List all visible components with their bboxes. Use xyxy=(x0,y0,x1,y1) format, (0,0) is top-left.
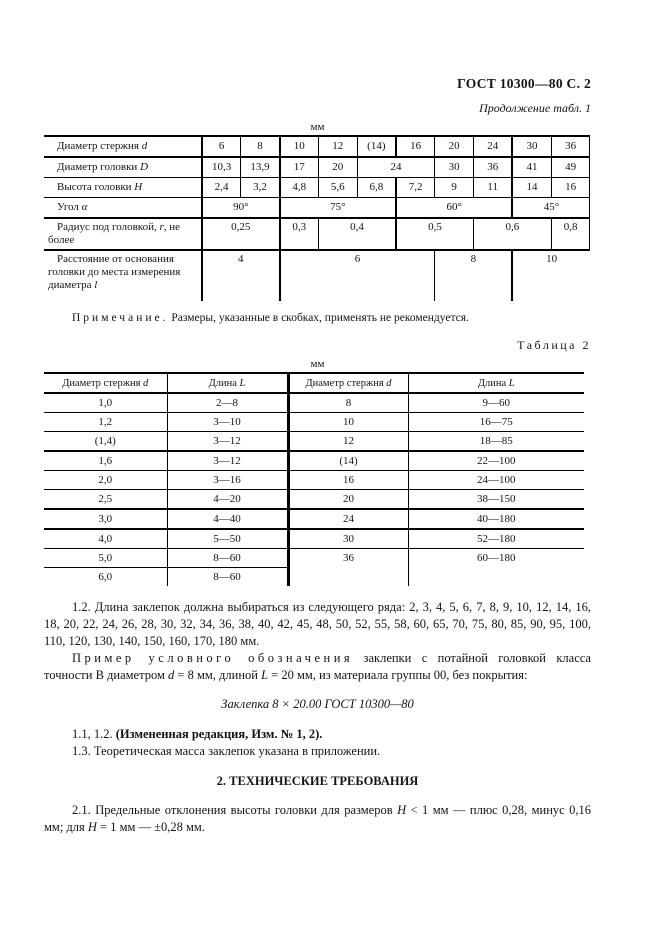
row-label-var: r xyxy=(159,221,164,233)
table2-header-cell xyxy=(167,373,288,393)
table2-cell: 24—100 xyxy=(408,471,584,490)
table1-row-radius xyxy=(44,218,590,250)
table2-cell: 10 xyxy=(288,413,408,432)
table2-cell-empty xyxy=(288,568,408,587)
table2-cell: 24 xyxy=(288,509,408,529)
table1-row-label xyxy=(44,157,202,178)
table1-cell: 75° xyxy=(280,198,396,219)
example-text: заклепки с потайной головкой класса точности В диаметром xyxy=(44,651,591,682)
table1-cell: 20 xyxy=(435,136,474,157)
table1-row-label xyxy=(44,198,202,219)
table2-header-row xyxy=(44,373,584,393)
table1-cell: 13,9 xyxy=(241,157,280,178)
example-lead: Пример условного обозначения xyxy=(72,651,354,665)
paragraph-lead: 1.1, 1.2. xyxy=(72,727,116,741)
table2-cell: 6,0 xyxy=(44,568,167,587)
table1-cell: 60° xyxy=(396,198,512,219)
table2-row xyxy=(44,490,584,510)
table1-cell: 6 xyxy=(202,136,241,157)
table1-cell: 24 xyxy=(474,136,513,157)
table2-cell: 3—16 xyxy=(167,471,288,490)
table1-cell: 2,4 xyxy=(202,178,241,198)
table1-cell: 10,3 xyxy=(202,157,241,178)
header-text: Диаметр стержня xyxy=(305,377,387,389)
table1-cell: 6,8 xyxy=(357,178,396,198)
table1-cell: 12 xyxy=(318,136,357,157)
row-label-var: D xyxy=(140,161,149,173)
example-var-d: d xyxy=(168,668,175,682)
designation-example: Заклепка 8 × 20.00 ГОСТ 10300—80 xyxy=(221,697,414,711)
section-2-heading: 2. ТЕХНИЧЕСКИЕ ТРЕБОВАНИЯ xyxy=(216,774,419,788)
table2-row xyxy=(44,509,584,529)
table2-cell: 1,6 xyxy=(44,451,167,471)
row-label-var: H xyxy=(134,181,143,193)
table1-cell: 0,6 xyxy=(474,218,552,250)
table2-cell: 52—180 xyxy=(408,529,584,549)
table2-cell: 3—10 xyxy=(167,413,288,432)
table1-cell: 41 xyxy=(512,157,551,178)
table1-cell: 5,6 xyxy=(318,178,357,198)
table1-cell: 24 xyxy=(357,157,435,178)
table1-cell: 36 xyxy=(551,136,590,157)
table2-cell: 5,0 xyxy=(44,549,167,568)
paragraph-text: = 1 мм — ±0,28 мм. xyxy=(96,820,205,834)
table2-cell: 40—180 xyxy=(408,509,584,529)
row-label-var: α xyxy=(81,201,88,213)
table1-cell: 4 xyxy=(202,250,280,301)
table2-caption: Таблица 2 xyxy=(517,338,591,352)
table2-cell: 2,5 xyxy=(44,490,167,510)
header-text: Длина xyxy=(208,377,240,389)
row-label-var: l xyxy=(94,279,98,291)
table2-header-cell xyxy=(288,373,408,393)
table2-cell: 9—60 xyxy=(408,393,584,413)
table1-cell: 36 xyxy=(474,157,513,178)
table1-row-angle xyxy=(44,198,590,219)
paragraph-text: < 1 мм — плюс 0,28, минус 0,16 мм; для xyxy=(44,803,591,834)
table2-cell: 16—75 xyxy=(408,413,584,432)
table1-cell: 17 xyxy=(280,157,319,178)
table1-cell: 10 xyxy=(280,136,319,157)
table1-cell: 6 xyxy=(280,250,435,301)
table1-row-H xyxy=(44,178,590,198)
table1-cell: 0,3 xyxy=(280,218,319,250)
header-text: Длина xyxy=(477,377,509,389)
table2-row xyxy=(44,451,584,471)
table2-row xyxy=(44,549,584,568)
paragraph-2-1 xyxy=(44,802,591,836)
table1-cell: 16 xyxy=(551,178,590,198)
table2-row xyxy=(44,529,584,549)
table2-cell: 3—12 xyxy=(167,451,288,471)
table2-cell: 8 xyxy=(288,393,408,413)
table1-cell: 3,2 xyxy=(241,178,280,198)
var-H: H xyxy=(87,820,97,834)
table2-cell: 16 xyxy=(288,471,408,490)
table2-cell: 18—85 xyxy=(408,432,584,452)
body-text xyxy=(44,599,591,836)
table1-row-D xyxy=(44,157,590,178)
table2-rivet-lengths xyxy=(44,372,584,586)
table1-cell: 30 xyxy=(512,136,551,157)
table1-cell: 90° xyxy=(202,198,280,219)
table2-cell: 38—150 xyxy=(408,490,584,510)
table2-row xyxy=(44,568,584,587)
table1-row-label xyxy=(44,178,202,198)
table1-cell: 11 xyxy=(474,178,513,198)
table1-cell: 0,8 xyxy=(551,218,590,250)
paragraph-text: 2.1. Предельные отклонения высоты головки для размеров xyxy=(72,803,398,817)
table2-cell: 8—60 xyxy=(167,568,288,587)
units-label-table1: мм xyxy=(310,121,325,133)
table2-cell: 60—180 xyxy=(477,551,516,564)
var-H: H xyxy=(397,803,407,817)
table1-cell: 7,2 xyxy=(396,178,435,198)
table1-cell: (14) xyxy=(357,136,396,157)
paragraph-1-3: 1.3. Теоретическая масса заклепок указана в приложении. xyxy=(72,744,381,758)
table2-cell-empty xyxy=(408,568,584,587)
row-label-var: d xyxy=(141,140,148,152)
table1-cell: 8 xyxy=(435,250,513,301)
paragraph-1-2: 1.2. Длина заклепок должна выбираться из следующего ряда: 2, 3, 4, 5, 6, 7, 8, 9, 10, 12, 14, 16, 18, 20, 22, 24, 26, 28, 30, 32, 34, 36, 38, 40, 42, 45, 48, 50, 52, 55, 58, 60, 65, 70, 75, 80, 85, 90, 95, 100, 110, 120, 130, 140, 150, 160, 170, 180 мм. xyxy=(44,600,591,648)
table1-cell: 0,5 xyxy=(396,218,474,250)
table1-row-label xyxy=(44,218,202,250)
header-var: L xyxy=(239,377,246,389)
example-text: = 8 мм, длиной xyxy=(174,668,262,682)
table2-row xyxy=(44,432,584,452)
table1-cell: 10 xyxy=(546,253,558,265)
table2-cell: 3,0 xyxy=(44,509,167,529)
table2-row xyxy=(44,393,584,413)
table2-row xyxy=(44,413,584,432)
table2-cell: 2—8 xyxy=(167,393,288,413)
row-label-text: Радиус под головкой, xyxy=(57,221,160,233)
units-label-table2: мм xyxy=(310,358,325,370)
table2-header-cell xyxy=(44,373,167,393)
note-body: Размеры, указанные в скобках, применять не рекомендуется. xyxy=(168,312,469,324)
table2-cell: 8—60 xyxy=(167,549,288,568)
header-var: L xyxy=(508,377,515,389)
row-label-text: Диаметр стержня xyxy=(57,140,142,152)
table2-cell: 36 xyxy=(288,549,408,568)
row-label-text: Угол xyxy=(57,201,82,213)
table1-row-label xyxy=(44,136,202,157)
table1-cell: 49 xyxy=(551,157,590,178)
row-label-text: , не более xyxy=(48,221,181,246)
row-label-text: Высота головки xyxy=(57,181,135,193)
table2-cell: 4—40 xyxy=(167,509,288,529)
table1-cell: 20 xyxy=(318,157,357,178)
header-text: Диаметр стержня xyxy=(62,377,144,389)
table1-cell: 16 xyxy=(396,136,435,157)
table1-row-distance xyxy=(44,250,590,301)
row-label-text: Диаметр головки xyxy=(57,161,141,173)
example-var-L: L xyxy=(261,668,269,682)
table2-cell: 12 xyxy=(288,432,408,452)
table2-cell: 20 xyxy=(288,490,408,510)
table1-cell: 0,25 xyxy=(202,218,280,250)
table1-cell: 9 xyxy=(435,178,474,198)
table1-cell: 4,8 xyxy=(280,178,319,198)
table2-cell: 1,2 xyxy=(44,413,167,432)
table1-cell: 14 xyxy=(512,178,551,198)
table1-cell: 45° xyxy=(512,198,590,219)
table1-row-label xyxy=(44,250,202,301)
table2-cell: 5—50 xyxy=(167,529,288,549)
table1-cell: 0,4 xyxy=(318,218,396,250)
table2-header-cell xyxy=(408,373,584,393)
table2-cell: 2,0 xyxy=(44,471,167,490)
table2-cell: (1,4) xyxy=(44,432,167,452)
row-label-text: Расстояние от основания головки до места измерения диаметра xyxy=(48,253,181,291)
table2-cell: 3—12 xyxy=(167,432,288,452)
table1-continuation-caption: Продолжение табл. 1 xyxy=(479,101,591,115)
table1-cell: 30 xyxy=(435,157,474,178)
table2-cell: 1,0 xyxy=(44,393,167,413)
table2-cell: 4—20 xyxy=(167,490,288,510)
paragraph-1-1 xyxy=(44,726,591,743)
page-header: ГОСТ 10300—80 С. 2 xyxy=(457,76,591,91)
paragraph-example xyxy=(44,650,591,684)
table1-note xyxy=(44,312,591,324)
table2-row xyxy=(44,471,584,490)
table1-row-d xyxy=(44,136,590,157)
table1-cell: 8 xyxy=(241,136,280,157)
table2-cell: 22—100 xyxy=(408,451,584,471)
table2-cell: 4,0 xyxy=(44,529,167,549)
header-var: d xyxy=(386,377,392,389)
header-var: d xyxy=(143,377,149,389)
table2-cell: 30 xyxy=(288,529,408,549)
table2-cell: (14) xyxy=(288,451,408,471)
example-text: = 20 мм, из материала группы 00, без покрытия: xyxy=(268,668,528,682)
amended-revision-note: (Измененная редакция, Изм. № 1, 2). xyxy=(115,727,323,741)
table1-rivet-dimensions xyxy=(44,135,590,301)
note-term: Примечание. xyxy=(72,312,169,324)
